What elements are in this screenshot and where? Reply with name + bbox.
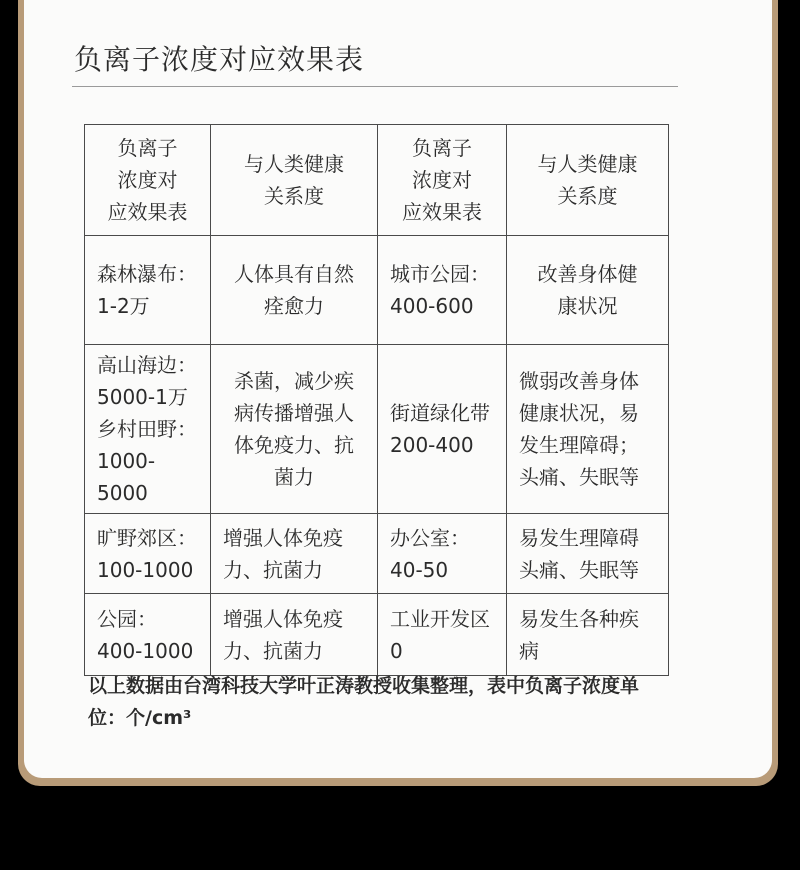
source-footnote: 以上数据由台湾科技大学叶正涛教授收集整理，表中负离子浓度单位：个/cm³: [88, 675, 640, 729]
table-row: [85, 594, 669, 676]
table-cell: 改善身体健 康状况: [507, 236, 669, 345]
page-title: 负离子浓度对应效果表: [74, 43, 365, 76]
table-cell: 街道绿化带 200-400: [378, 345, 507, 514]
table-cell: 高山海边： 5000-1万 乡村田野： 1000-5000: [85, 345, 211, 514]
table-header-row: [85, 125, 669, 236]
table-cell: 公园： 400-1000: [85, 594, 211, 676]
table-cell: 旷野郊区： 100-1000: [85, 514, 211, 594]
table-cell: 易发生理障碍 头痛、失眠等: [507, 514, 669, 594]
table-row: [85, 345, 669, 514]
header-cell: 与人类健康 关系度: [211, 125, 378, 236]
table-cell: 易发生各种疾 病: [507, 594, 669, 676]
ion-effects-table: [84, 124, 669, 676]
header-cell: 负离子 浓度对 应效果表: [85, 125, 211, 236]
table-cell: 工业开发区 0: [378, 594, 507, 676]
table-row: [85, 236, 669, 345]
table-cell: 办公室： 40-50: [378, 514, 507, 594]
header-cell: 负离子 浓度对 应效果表: [378, 125, 507, 236]
table-cell: 增强人体免疫 力、抗菌力: [211, 514, 378, 594]
table-cell: 杀菌，减少疾 病传播增强人 体免疫力、抗 菌力: [211, 345, 378, 514]
table-cell: 增强人体免疫 力、抗菌力: [211, 594, 378, 676]
header-cell: 与人类健康 关系度: [507, 125, 669, 236]
title-divider: [72, 86, 678, 87]
table-cell: 森林瀑布： 1-2万: [85, 236, 211, 345]
table-cell: 城市公园： 400-600: [378, 236, 507, 345]
table-row: [85, 514, 669, 594]
table-cell: 微弱改善身体 健康状况，易 发生理障碍； 头痛、失眠等: [507, 345, 669, 514]
table-cell: 人体具有自然 痊愈力: [211, 236, 378, 345]
